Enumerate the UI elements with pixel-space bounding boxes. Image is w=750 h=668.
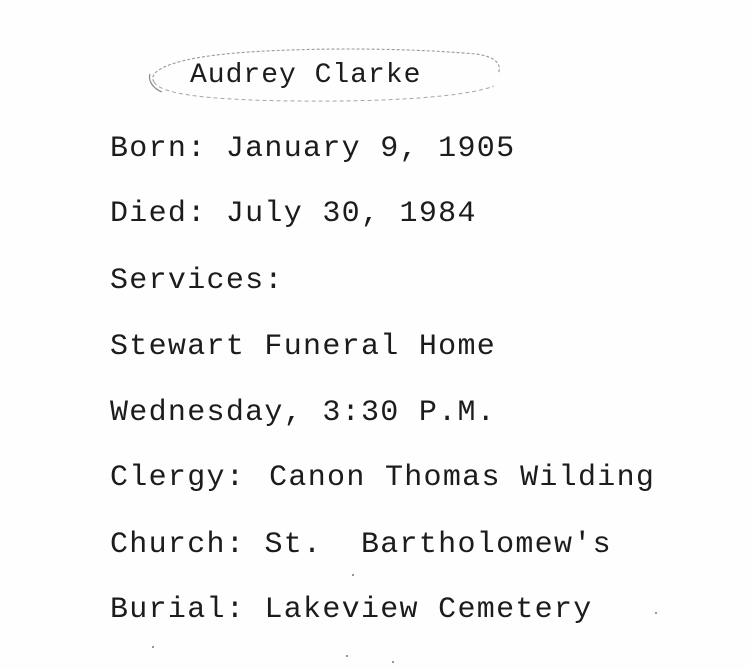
died-value: July 30, 1984 <box>225 197 477 231</box>
born-value: January 9, 1905 <box>225 132 516 166</box>
paper-speck <box>392 661 394 663</box>
born-label: Born: <box>110 132 207 166</box>
clergy-label: Clergy: <box>110 461 246 495</box>
services-heading: Services: <box>110 264 284 298</box>
born-line <box>110 134 515 164</box>
funeral-home: Stewart Funeral Home <box>110 330 497 364</box>
service-time: Wednesday, 3:30 P.M. <box>110 396 497 430</box>
burial-line <box>110 595 593 625</box>
died-line <box>110 199 477 229</box>
paper-speck <box>655 612 657 614</box>
paper-speck <box>346 655 348 657</box>
church-line <box>110 530 612 560</box>
burial-value: Lakeview Cemetery <box>264 593 593 627</box>
burial-label: Burial: <box>110 593 246 627</box>
paper-speck <box>352 574 354 576</box>
paper-speck <box>152 646 154 648</box>
clergy-value: Canon Thomas Wilding <box>269 461 656 495</box>
church-label: Church: <box>110 528 246 562</box>
deceased-name: Audrey Clarke <box>190 60 422 91</box>
clergy-line <box>110 463 655 493</box>
died-label: Died: <box>110 197 207 231</box>
church-value: St. Bartholomew's <box>264 528 612 562</box>
